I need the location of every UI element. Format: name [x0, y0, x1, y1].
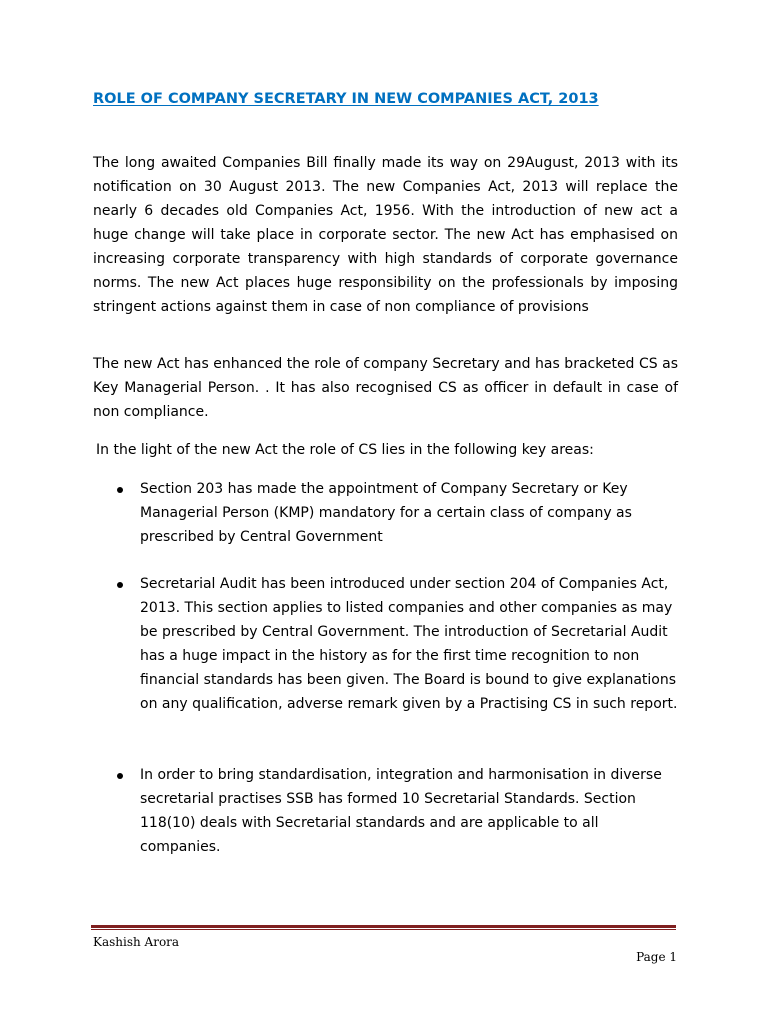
bullet-icon: [117, 773, 123, 779]
footer-divider-thin: [91, 929, 676, 930]
footer-author: Kashish Arora: [93, 935, 180, 949]
list-item-text: Section 203 has made the appointment of Company Secretary or Key Managerial Person (KMP) mandatory for a certain class of company as prescribed by Central Government: [140, 481, 632, 545]
paragraph-intro: The long awaited Companies Bill finally made its way on 29August, 2013 with its notification on 30 August 2013. The new Companies Act, 2013 will replace the nearly 6 decades old Companies Act, 1956. With the introduction of new act a huge change will take place in corporate sector. The new Act has emphasised on increasing corporate transparency with high standards of corporate governance norms. The new Act places huge responsibility on the professionals by imposing stringent actions against them in case of non compliance of provisions: [93, 155, 678, 315]
list-item-text: In order to bring standardisation, integration and harmonisation in diverse secretarial practises SSB has formed 10 Secretarial Standards. Section 118(10) deals with Secretarial standards and are applicable to all companies.: [140, 767, 662, 855]
document-title: ROLE OF COMPANY SECRETARY IN NEW COMPANIES ACT, 2013: [93, 91, 599, 107]
paragraph-cs-role: The new Act has enhanced the role of company Secretary and has bracketed CS as Key Managerial Person. . It has also recognised CS as officer in default in case of non compliance.: [93, 356, 678, 420]
paragraph-key-areas-intro: In the light of the new Act the role of CS lies in the following key areas:: [96, 442, 594, 458]
list-item-text: Secretarial Audit has been introduced under section 204 of Companies Act, 2013. This section applies to listed companies and other companies as may be prescribed by Central Government. The introduction of Secretarial Audit has a huge impact in the history as for the first time recognition to non financial standards has been given. The Board is bound to give explanations on any qualification, adverse remark given by a Practising CS in such report.: [140, 576, 678, 712]
page-number: Page 1: [636, 950, 677, 964]
bullet-icon: [117, 582, 123, 588]
footer-divider: [91, 925, 676, 928]
bullet-icon: [117, 487, 123, 493]
